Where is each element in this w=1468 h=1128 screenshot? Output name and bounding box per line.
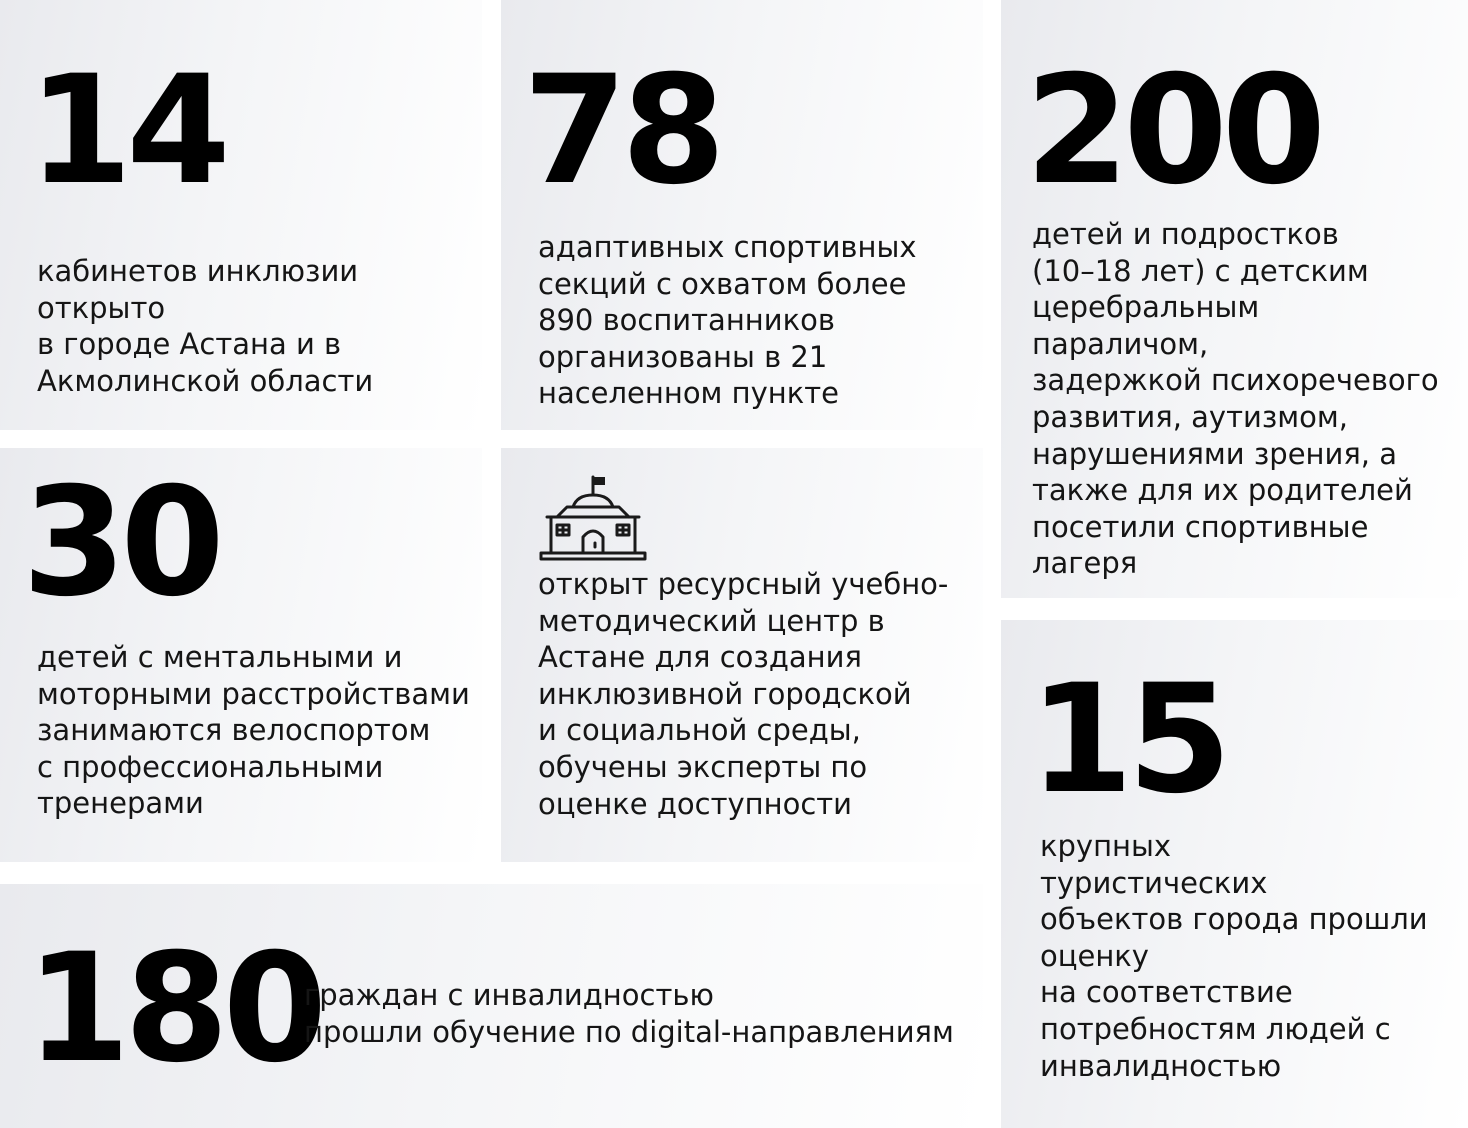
stat-card-sport-sections [501,0,983,430]
stat-number: 30 [22,456,219,630]
stat-description: детей и подростков (10–18 лет) с детским церебральным параличом, задержкой психоречевого развития, аутизмом, нарушениями зрения, а также для их родителей посетили спортивные лагеря [1032,217,1439,581]
stat-description: открыт ресурсный учебно- методический центр в Астане для создания инклюзивной городской и социальной среды, обучены эксперты по оценке доступности [538,567,949,821]
stat-number: 14 [28,44,225,218]
building-with-flag-icon [537,473,649,563]
stat-number: 180 [26,922,322,1096]
stat-card-tourist-objects [1001,620,1468,1128]
stat-card-digital-training [0,884,983,1128]
stat-description: граждан с инвалидностью прошли обучение по digital-направлениям [304,978,954,1049]
stat-description: детей с ментальными и моторными расстройствами занимаются велоспортом с профессиональными тренерами [37,640,470,821]
stat-description: крупных туристических объектов города прошли оценку на соответствие потребностям людей с инвалидностью [1040,829,1428,1083]
stat-description: кабинетов инклюзии открыто в городе Астана и в Акмолинской области [37,254,374,398]
stat-card-children-camps [1001,0,1468,598]
stat-description: адаптивных спортивных секций с охватом более 890 воспитанников организованы в 21 населенном пункте [538,230,917,411]
stat-number: 78 [523,44,720,218]
stat-card-resource-center [501,448,983,862]
stat-number: 15 [1029,653,1226,827]
stat-card-cabinets [0,0,482,430]
stat-number: 200 [1025,44,1321,218]
stat-card-cycling [0,448,482,862]
